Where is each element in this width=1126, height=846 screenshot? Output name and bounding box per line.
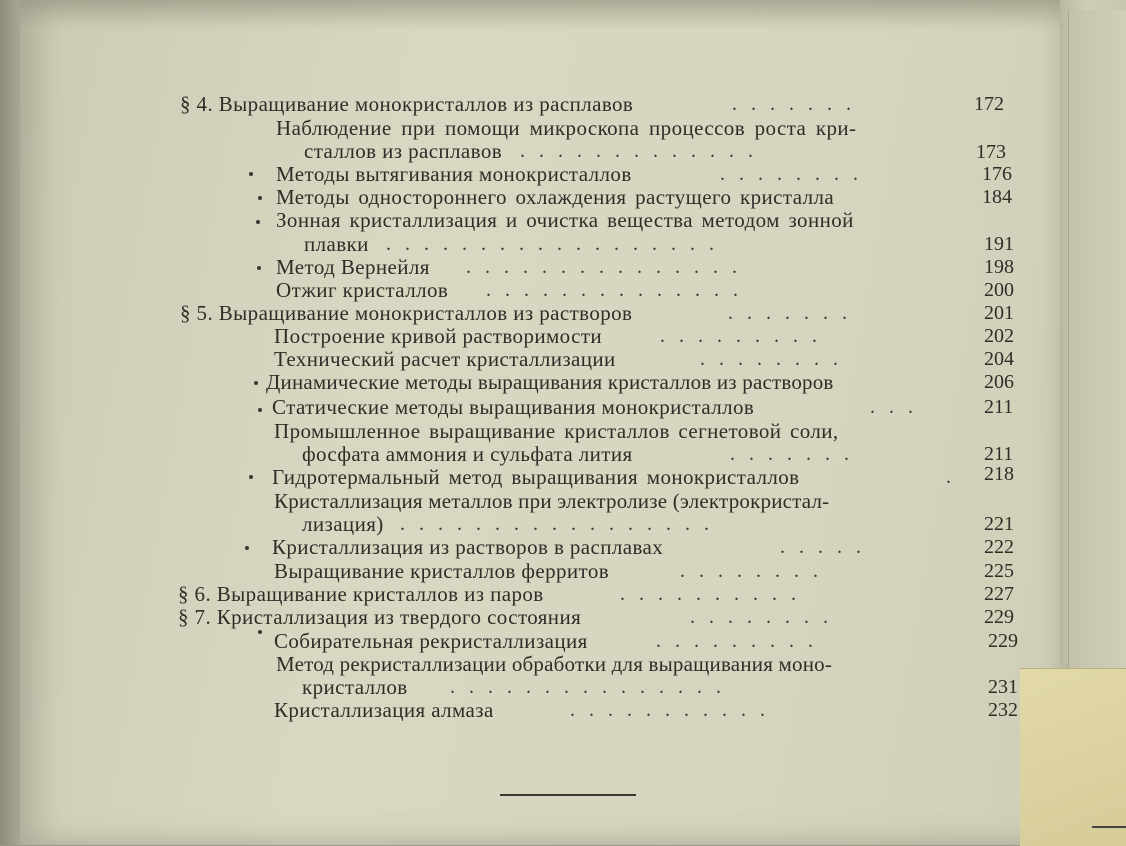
toc-page-number: 200: [984, 279, 1014, 301]
dot-leader: ...............: [450, 676, 735, 698]
toc-entry: лизация): [302, 512, 384, 536]
toc-page-number: 229: [988, 630, 1018, 652]
toc-page-number: 184: [982, 186, 1012, 208]
toc-entry: Статические методы выращивания монокристаллов: [272, 395, 755, 419]
margin-mark: [257, 266, 261, 270]
toc-section-heading: § 4. Выращивание монокристаллов из расплавов: [180, 92, 634, 116]
dot-leader: ........: [700, 348, 852, 370]
toc-entry: Построение кривой растворимости: [274, 324, 603, 348]
toc-entry: Выращивание кристаллов ферритов: [274, 559, 610, 583]
dot-leader: .........: [660, 325, 831, 347]
toc-entry: Кристаллизация металлов при электролизе (электрокристал-: [274, 489, 830, 513]
toc-page-number: 221: [984, 513, 1014, 535]
toc-entry: сталлов из расплавов: [304, 139, 503, 163]
dot-leader: ........: [690, 606, 842, 628]
dot-leader: .......: [728, 302, 861, 324]
end-rule: [500, 794, 636, 796]
toc-section-heading: § 6. Выращивание кристаллов из паров: [178, 582, 544, 606]
dot-leader: .......: [732, 93, 865, 115]
toc-entry: кристаллов: [302, 675, 408, 699]
toc-page-number: 198: [984, 256, 1014, 278]
toc-entry: Собирательная рекристаллизация: [274, 629, 588, 653]
toc-entry: Кристаллизация алмаза: [274, 698, 494, 722]
dot-leader: .....: [780, 536, 875, 558]
toc-page-number: 232: [988, 699, 1018, 721]
toc-page-number: 211: [984, 396, 1014, 418]
toc-entry: Методы вытягивания монокристаллов: [276, 162, 632, 186]
margin-mark: [258, 408, 262, 412]
toc-entry: Гидротермальный метод выращивания монокристаллов: [272, 465, 800, 489]
toc-page-number: 201: [984, 302, 1014, 324]
toc-entry: Отжиг кристаллов: [276, 278, 449, 302]
toc-section-heading: § 7. Кристаллизация из твердого состояния: [178, 605, 582, 629]
toc-page-number: 227: [984, 583, 1014, 605]
toc-page-number: 229: [984, 606, 1014, 628]
toc-page-number: 176: [982, 163, 1012, 185]
toc-entry: Динамические методы выращивания кристаллов из растворов: [266, 370, 834, 394]
toc-page-number: 172: [974, 93, 1004, 115]
dot-leader: ...........: [570, 699, 779, 721]
dot-leader: .............: [520, 140, 767, 162]
toc-page-number: 218: [984, 463, 1014, 485]
toc-section-heading: § 5. Выращивание монокристаллов из растворов: [180, 301, 633, 325]
toc-page-number: 211: [984, 443, 1014, 465]
dot-leader: ........: [680, 560, 832, 582]
toc-page-number: 206: [984, 371, 1014, 393]
margin-mark: [256, 220, 260, 224]
dot-leader: ...............: [466, 256, 751, 278]
dot-leader: .........: [656, 630, 827, 652]
toc-page-number: 191: [984, 233, 1014, 255]
margin-mark: [245, 546, 249, 550]
dot-leader: .......: [730, 443, 863, 465]
toc-entry: Кристаллизация из растворов в расплавах: [272, 535, 664, 559]
margin-mark: [249, 172, 253, 176]
toc-page-number: 202: [984, 325, 1014, 347]
toc-entry: Зонная кристаллизация и очистка вещества методом зонной: [276, 208, 854, 232]
toc-entry: Промышленное выращивание кристаллов сегнетовой соли,: [274, 419, 839, 443]
toc-entry: Метод Вернейля: [276, 255, 430, 279]
toc-page-number: 231: [988, 676, 1018, 698]
margin-mark: [254, 381, 258, 385]
dot-leader: ..................: [386, 233, 728, 255]
dot-leader: ........: [720, 163, 872, 185]
toc-entry: Метод рекристаллизации обработки для выращивания моно-: [276, 652, 833, 676]
margin-mark: [258, 630, 262, 634]
toc-entry: Технический расчет кристаллизации: [274, 347, 616, 371]
dot-leader: ..............: [486, 279, 752, 301]
dot-leader: .................: [400, 513, 723, 535]
margin-mark: [249, 475, 253, 479]
toc-page-number: 222: [984, 536, 1014, 558]
toc-page-number: 204: [984, 348, 1014, 370]
toc-entry: фосфата аммония и сульфата лития: [302, 442, 633, 466]
dot-leader: ...: [870, 396, 927, 418]
dot-leader: .: [946, 466, 965, 488]
toc-entry: Методы одностороннего охлаждения растущего кристалла: [276, 185, 835, 209]
toc-page-number: 173: [976, 141, 1006, 163]
margin-mark: [258, 196, 262, 200]
dot-leader: ..........: [620, 583, 810, 605]
toc-entry: Наблюдение при помощи микроскопа процессов роста кри-: [276, 116, 857, 140]
toc-page-number: 225: [984, 560, 1014, 582]
toc-entry: плавки: [304, 232, 369, 256]
